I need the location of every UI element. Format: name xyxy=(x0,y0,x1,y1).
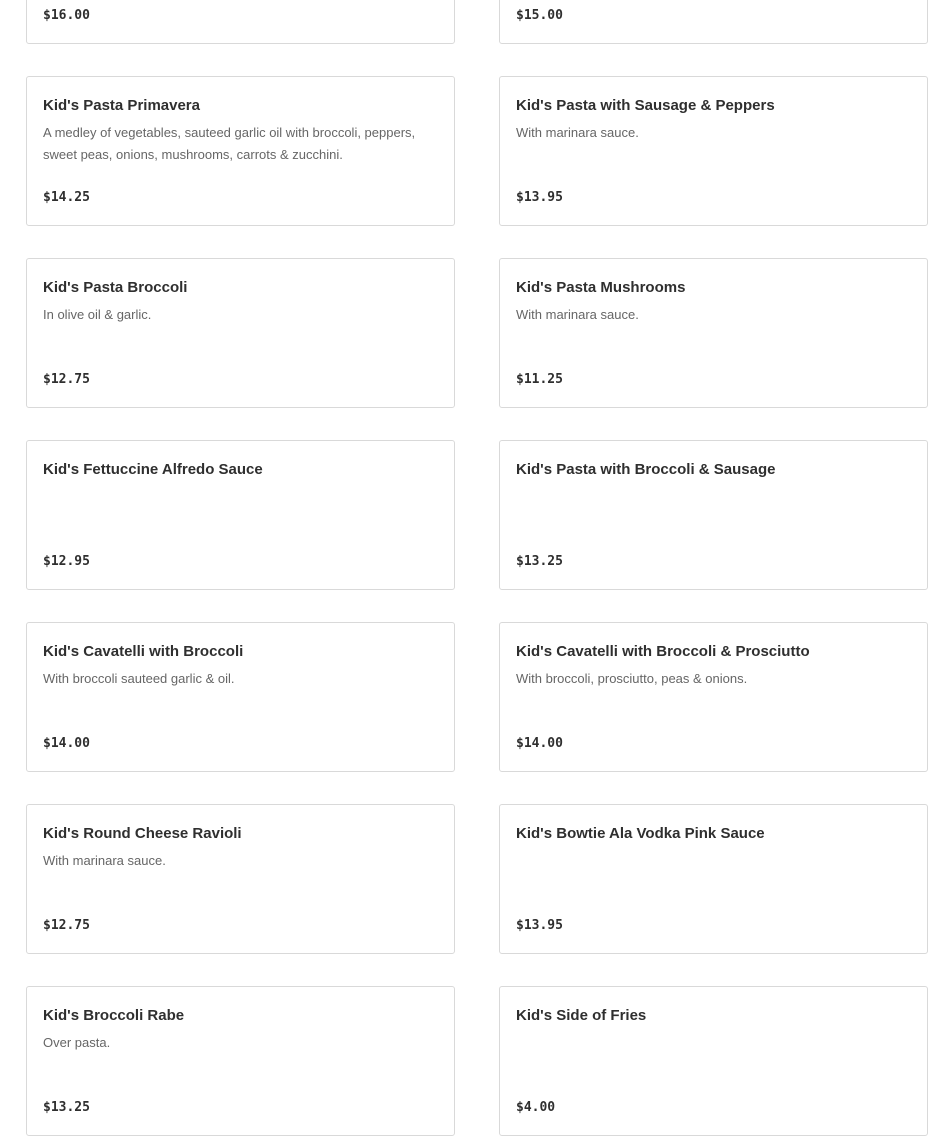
menu-item-description: With broccoli sauteed garlic & oil. xyxy=(43,671,235,686)
menu-item-name: Kid's Cavatelli with Broccoli xyxy=(43,643,244,660)
menu-item-card[interactable] xyxy=(499,804,928,954)
menu-item-card[interactable] xyxy=(499,986,928,1136)
menu-item-card[interactable] xyxy=(499,258,928,408)
menu-item-card[interactable] xyxy=(499,622,928,772)
menu-item-name: Kid's Cavatelli with Broccoli & Prosciutto xyxy=(516,643,810,660)
menu-item-name: Kid's Side of Fries xyxy=(516,1007,647,1024)
menu-item-price: $12.95 xyxy=(43,554,90,569)
menu-item-name: Kid's Pasta Mushrooms xyxy=(516,279,686,296)
menu-item-description: With marinara sauce. xyxy=(516,125,639,140)
menu-item-name: Kid's Bowtie Ala Vodka Pink Sauce xyxy=(516,825,765,842)
menu-item-card[interactable] xyxy=(26,804,455,954)
menu-item-price: $4.00 xyxy=(516,1100,556,1115)
menu-items-grid xyxy=(26,0,928,1136)
menu-item-price: $14.00 xyxy=(43,736,90,751)
menu-item-price: $13.95 xyxy=(516,190,563,205)
menu-item-price: $15.00 xyxy=(516,8,563,23)
menu-item-name: Kid's Round Cheese Ravioli xyxy=(43,825,242,842)
menu-item-price: $13.95 xyxy=(516,918,563,933)
menu-item-description: Over pasta. xyxy=(43,1035,111,1050)
menu-item-price: $12.75 xyxy=(43,918,90,933)
menu-item-name: Kid's Pasta with Broccoli & Sausage xyxy=(516,461,776,478)
menu-item-card[interactable] xyxy=(26,76,455,226)
menu-item-description: With marinara sauce. xyxy=(516,307,639,322)
menu-item-price: $12.75 xyxy=(43,372,90,387)
menu-item-description: With marinara sauce. xyxy=(43,853,166,868)
menu-item-card[interactable] xyxy=(26,440,455,590)
menu-item-price: $16.00 xyxy=(43,8,90,23)
menu-item-card[interactable] xyxy=(26,258,455,408)
menu-item-name: Kid's Broccoli Rabe xyxy=(43,1007,185,1024)
menu-item-card[interactable] xyxy=(26,622,455,772)
menu-item-description: In olive oil & garlic. xyxy=(43,307,152,322)
menu-item-card[interactable] xyxy=(26,986,455,1136)
menu-item-price: $14.25 xyxy=(43,190,90,205)
menu-item-description: With broccoli, prosciutto, peas & onions. xyxy=(516,671,748,686)
menu-item-price: $13.25 xyxy=(43,1100,90,1115)
menu-item-name: Kid's Fettuccine Alfredo Sauce xyxy=(43,461,263,478)
menu-item-description: A medley of vegetables, sauteed garlic oil with broccoli, peppers, sweet peas, onions, mushrooms, carrots & zucchini. xyxy=(43,125,416,162)
menu-item-price: $14.00 xyxy=(516,736,563,751)
menu-item-card[interactable] xyxy=(499,0,928,44)
menu-item-price: $11.25 xyxy=(516,372,563,387)
menu-item-card[interactable] xyxy=(499,440,928,590)
menu-item-card[interactable] xyxy=(26,0,455,44)
menu-item-name: Kid's Pasta Broccoli xyxy=(43,279,188,296)
menu-item-price: $13.25 xyxy=(516,554,563,569)
menu-item-card[interactable] xyxy=(499,76,928,226)
menu-item-name: Kid's Pasta Primavera xyxy=(43,97,200,114)
menu-item-name: Kid's Pasta with Sausage & Peppers xyxy=(516,97,775,114)
